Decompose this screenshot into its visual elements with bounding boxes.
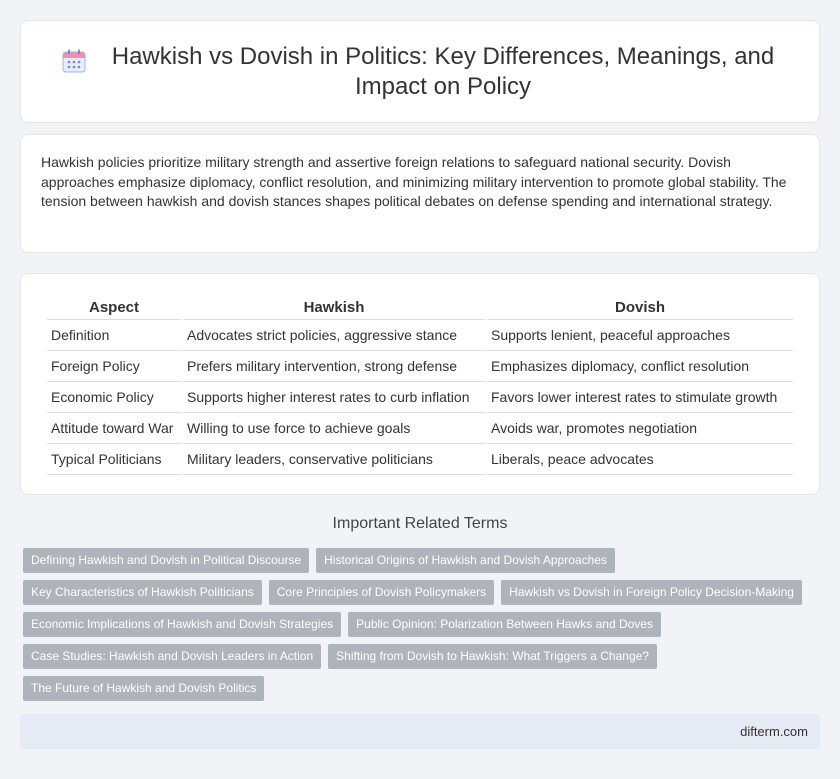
footer-site-link[interactable]: difterm.com <box>740 724 808 739</box>
table-cell: Emphasizes diplomacy, conflict resolution <box>487 351 793 382</box>
related-terms-heading: Important Related Terms <box>332 515 508 532</box>
related-term-tag[interactable]: Case Studies: Hawkish and Dovish Leaders in Action <box>23 644 321 669</box>
title-wrap <box>61 42 779 102</box>
related-term-tag[interactable]: Key Characteristics of Hawkish Politicians <box>23 580 262 605</box>
related-term-tag[interactable]: Core Principles of Dovish Policymakers <box>269 580 494 605</box>
table-cell: Military leaders, conservative politicians <box>183 444 485 475</box>
related-term-tag[interactable]: Historical Origins of Hawkish and Dovish Approaches <box>316 548 615 573</box>
page-title: Hawkish vs Dovish in Politics: Key Differences, Meanings, and Impact on Policy <box>111 42 775 100</box>
intro-text: Hawkish policies prioritize military strength and assertive foreign relations to safeguard national security. Dovish approaches emphasize diplomacy, conflict resolution, and minimizing military intervention to promote global stability. The tension between hawkish and dovish stances shapes political debates on defense spending and international strategy. <box>41 154 787 209</box>
related-term-tag[interactable]: Hawkish vs Dovish in Foreign Policy Decision-Making <box>501 580 802 605</box>
table-cell: Economic Policy <box>47 382 181 413</box>
related-term-tag[interactable]: The Future of Hawkish and Dovish Politics <box>23 676 264 701</box>
comparison-table <box>45 296 795 475</box>
table-row <box>47 444 793 475</box>
related-term-tag[interactable]: Economic Implications of Hawkish and Dovish Strategies <box>23 612 341 637</box>
table-cell: Definition <box>47 320 181 351</box>
table-cell: Favors lower interest rates to stimulate growth <box>487 382 793 413</box>
related-term-tag[interactable]: Shifting from Dovish to Hawkish: What Triggers a Change? <box>328 644 657 669</box>
calendar-icon <box>61 48 87 74</box>
header-dovish: Dovish <box>487 296 793 320</box>
table-cell: Attitude toward War <box>47 413 181 444</box>
table-cell: Supports higher interest rates to curb inflation <box>183 382 485 413</box>
table-header-row <box>47 296 793 320</box>
related-terms-tags <box>23 548 823 708</box>
table-cell: Willing to use force to achieve goals <box>183 413 485 444</box>
related-term-tag[interactable]: Public Opinion: Polarization Between Hawks and Doves <box>348 612 661 637</box>
footer <box>20 714 820 749</box>
tag-row <box>23 676 823 701</box>
title-card <box>20 20 820 123</box>
table-cell: Advocates strict policies, aggressive stance <box>183 320 485 351</box>
table-cell: Foreign Policy <box>47 351 181 382</box>
tag-row <box>23 644 823 669</box>
tag-row <box>23 580 823 605</box>
tag-row <box>23 548 823 573</box>
intro-card <box>20 134 820 253</box>
table-cell: Typical Politicians <box>47 444 181 475</box>
header-hawkish: Hawkish <box>183 296 485 320</box>
table-cell: Supports lenient, peaceful approaches <box>487 320 793 351</box>
table-cell: Avoids war, promotes negotiation <box>487 413 793 444</box>
header-aspect: Aspect <box>47 296 181 320</box>
table-cell: Liberals, peace advocates <box>487 444 793 475</box>
table-row <box>47 382 793 413</box>
table-row <box>47 351 793 382</box>
comparison-card <box>20 273 820 495</box>
tag-row <box>23 612 823 637</box>
related-term-tag[interactable]: Defining Hawkish and Dovish in Political Discourse <box>23 548 309 573</box>
table-row <box>47 413 793 444</box>
table-row <box>47 320 793 351</box>
table-cell: Prefers military intervention, strong defense <box>183 351 485 382</box>
